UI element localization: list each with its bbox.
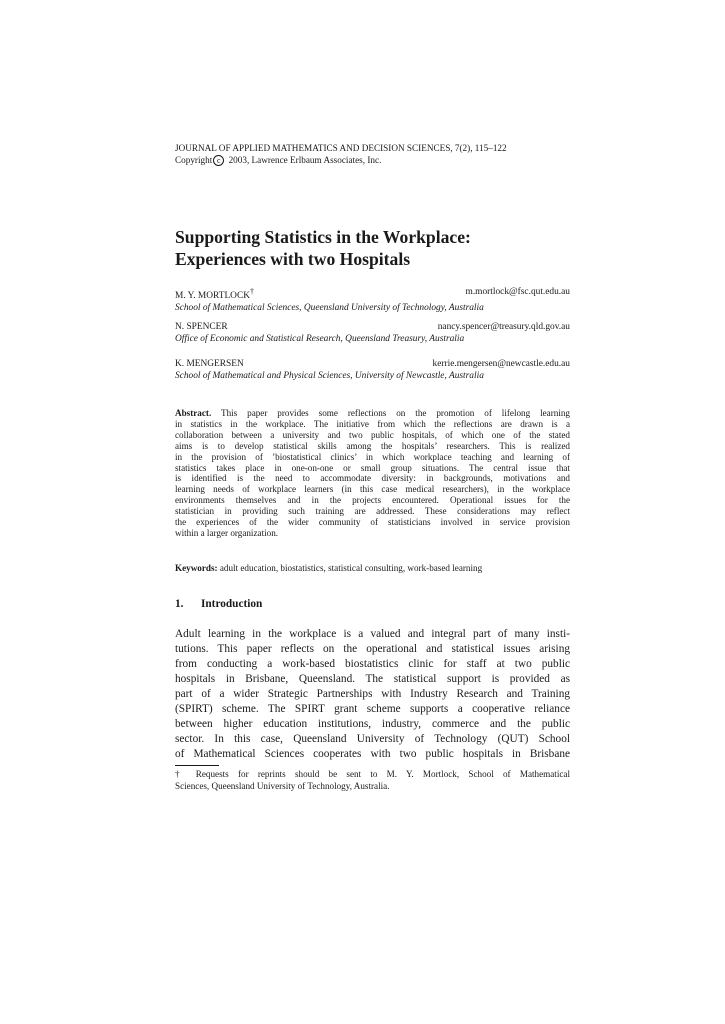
abstract-line: collaboration between a university and two public hospitals, of which one of the stated [175,429,570,440]
section-heading [175,598,262,610]
author-name [175,286,254,302]
footnote [175,768,570,792]
abstract-line: the experiences of the wider community of statisticians involved in service provision [175,517,570,528]
journal-header [175,142,575,166]
author-affiliation: Office of Economic and Statistical Research, Queensland Treasury, Australia [175,334,465,344]
footnote-line [175,768,570,780]
body-line: (SPIRT) scheme. The SPIRT grant scheme supports a cooperative reliance [175,703,570,716]
abstract-line: in statistics in the workplace. The initiative from which the reflections are drawn is a [175,418,570,429]
paper-title [175,226,575,270]
footnote-mark: † [175,769,187,779]
body-line: sector. In this case, Queensland University of Technology (QUT) School [175,733,570,746]
author-email[interactable]: kerrie.mengersen@newcastle.edu.au [432,359,570,369]
section-number: 1. [175,598,184,610]
abstract [175,408,570,539]
footnote-line: Sciences, Queensland University of Technology, Australia. [175,781,390,791]
body-line: tutions. This paper reflects on the operational and statistical issues arising [175,643,570,656]
footnote-text: Requests for reprints should be sent to M. Y. Mortlock, School of Mathematical [186,769,570,779]
journal-citation: JOURNAL OF APPLIED MATHEMATICS AND DECISION SCIENCES, 7(2), 115–122 [175,143,507,153]
abstract-line: statistics takes place in one-on-one or small group situations. The central issue that [175,462,570,473]
footnote-mark: † [249,287,254,296]
abstract-line: learning needs of workplace learners (in this case medical researchers), in the workplace [175,484,570,495]
copyright-icon: c [213,155,224,166]
copyright-word: Copyright [175,155,213,165]
body-line: of Mathematical Sciences cooperates with two public hospitals in Brisbane [175,748,570,761]
abstract-line: within a larger organization. [175,527,279,538]
author-block-3 [175,358,570,382]
author-email[interactable]: m.mortlock@fsc.qut.edu.au [465,287,570,297]
abstract-line: statistician in providing such training are addressed. These considerations may reflect [175,506,570,517]
paper-title-line-1: Supporting Statistics in the Workplace: [175,227,471,247]
abstract-line: environments themselves and in the projects encountered. Operational issues for the [175,495,570,506]
author-email[interactable]: nancy.spencer@treasury.qld.gov.au [437,322,570,332]
author-affiliation: School of Mathematical Sciences, Queensland University of Technology, Australia [175,303,484,313]
body-line: part of a wider Strategic Partnerships with Industry Research and Training [175,688,570,701]
abstract-line: is identified is the need to accommodate diversity: in backgrounds, motivations and [175,473,570,484]
author-name-text: M. Y. MORTLOCK [175,291,250,301]
body-paragraph [175,627,570,762]
body-line: from conducting a work-based biostatistics clinic for staff at two public [175,658,570,671]
abstract-line-text: This paper provides some reflections on the promotion of lifelong learning [211,408,570,418]
keywords-text: adult education, biostatistics, statistical consulting, work-based learning [217,563,483,573]
abstract-line [175,408,570,419]
author-name: K. MENGERSEN [175,359,244,369]
section-title: Introduction [201,598,263,610]
author-block-1 [175,286,570,314]
paper-title-line-2: Experiences with two Hospitals [175,249,411,269]
abstract-label: Abstract. [175,408,212,418]
footnote-divider [175,765,219,766]
body-line: Adult learning in the workplace is a valued and integral part of many insti- [175,628,570,640]
copyright-text: 2003, Lawrence Erlbaum Associates, Inc. [226,155,382,165]
copyright-line [175,154,575,166]
keywords-label: Keywords: [175,563,218,573]
author-block-2 [175,321,570,345]
abstract-line: aims is to develop statistical skills among the hospitals’ researchers. This is realized [175,440,570,451]
body-line: hospitals in Brisbane, Queensland. The statistical support is provided as [175,673,570,686]
keywords [175,563,570,573]
author-name: N. SPENCER [175,322,228,332]
author-affiliation: School of Mathematical and Physical Sciences, University of Newcastle, Australia [175,371,484,381]
abstract-line: in the provision of ’biostatistical clinics’ in which workplace teaching and learning of [175,451,570,462]
body-line: between higher education institutions, industry, commerce and the public [175,718,570,731]
